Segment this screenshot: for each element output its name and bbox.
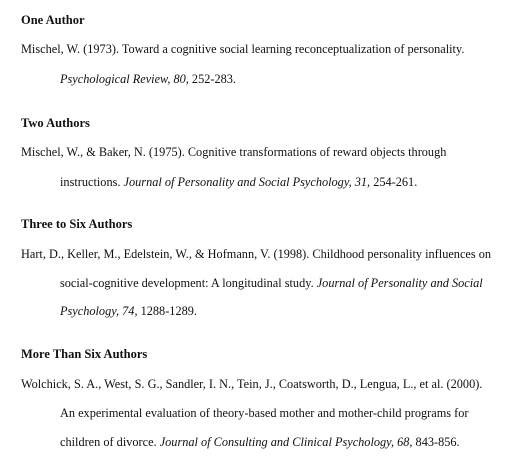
- reference-line: Psychological Review, 80, 252-283.: [60, 72, 236, 86]
- reference-line: social-cognitive development: A longitudinal study. Journal of Personality and Social: [60, 276, 483, 290]
- section-heading: One Author: [21, 13, 85, 27]
- reference-line: Mischel, W. (1973). Toward a cognitive social learning reconceptualization of personality.: [21, 42, 465, 56]
- section-heading: Two Authors: [21, 116, 90, 130]
- reference-line: Mischel, W., & Baker, N. (1975). Cognitive transformations of reward objects through: [21, 145, 447, 159]
- reference-line: instructions. Journal of Personality and Social Psychology, 31, 254-261.: [60, 175, 418, 189]
- reference-line: children of divorce. Journal of Consulting and Clinical Psychology, 68, 843-856.: [60, 435, 460, 449]
- reference-line: Hart, D., Keller, M., Edelstein, W., & Hofmann, V. (1998). Childhood personality influences on: [21, 247, 492, 261]
- section-heading: More Than Six Authors: [21, 347, 148, 361]
- reference-line: An experimental evaluation of theory-based mother and mother-child programs for: [60, 406, 469, 420]
- section-heading: Three to Six Authors: [21, 217, 133, 231]
- reference-line: Psychology, 74, 1288-1289.: [60, 304, 197, 318]
- reference-line: Wolchick, S. A., West, S. G., Sandler, I. N., Tein, J., Coatsworth, D., Lengua, L., et al. (2000).: [21, 377, 483, 391]
